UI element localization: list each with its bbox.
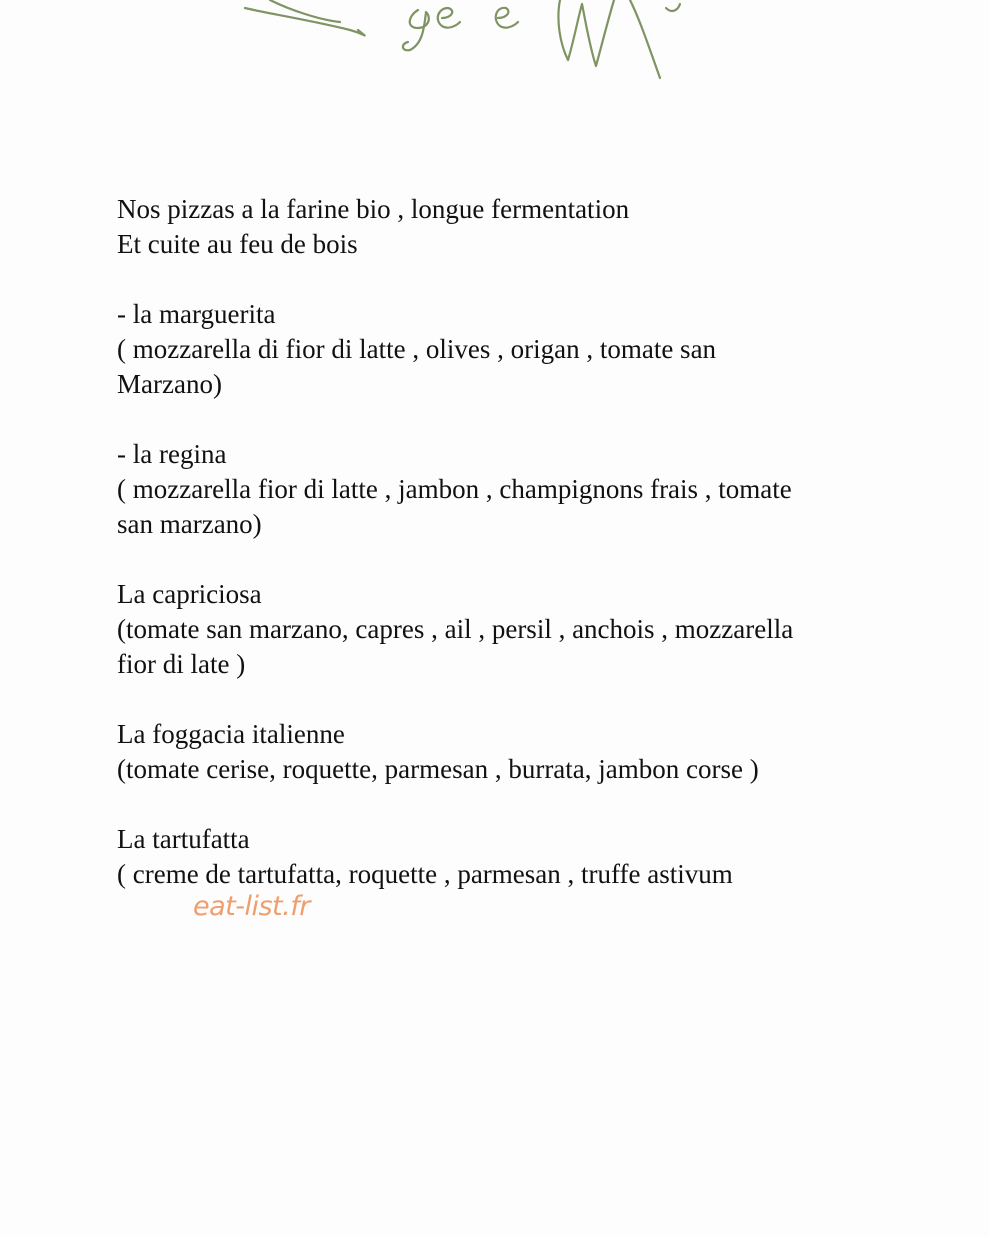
menu-item-name: La foggacia italienne [117, 719, 345, 749]
menu-item-name: - la regina [117, 439, 227, 469]
menu-item-description: san marzano) [117, 509, 262, 539]
menu-item-name: - la marguerita [117, 299, 276, 329]
intro-line-2: Et cuite au feu de bois [117, 229, 358, 259]
menu-item [117, 297, 897, 402]
menu-item-name: La tartufatta [117, 824, 250, 854]
script-logo-graphic [230, 0, 690, 90]
menu-item-description: (tomate san marzano, capres , ail , persil , anchois , mozzarella [117, 614, 794, 644]
menu-item-description: (tomate cerise, roquette, parmesan , burrata, jambon corse ) [117, 754, 759, 784]
menu-item-description: ( mozzarella di fior di latte , olives , origan , tomate san [117, 334, 717, 364]
menu-item-name: La capriciosa [117, 579, 262, 609]
watermark-text: eat-list.fr [193, 891, 310, 922]
menu-item-description: fior di late ) [117, 649, 246, 679]
pizza-menu [117, 192, 897, 927]
menu-item [117, 437, 897, 542]
menu-item-description: Marzano) [117, 369, 222, 399]
menu-intro [117, 192, 897, 262]
intro-line-1: Nos pizzas a la farine bio , longue fermentation [117, 194, 630, 224]
menu-item-description: ( creme de tartufatta, roquette , parmesan , truffe astivum [117, 859, 733, 889]
menu-item [117, 717, 897, 787]
menu-item-description: ( mozzarella fior di latte , jambon , champignons frais , tomate [117, 474, 792, 504]
restaurant-logo [230, 0, 690, 90]
menu-item [117, 822, 897, 892]
menu-item [117, 577, 897, 682]
